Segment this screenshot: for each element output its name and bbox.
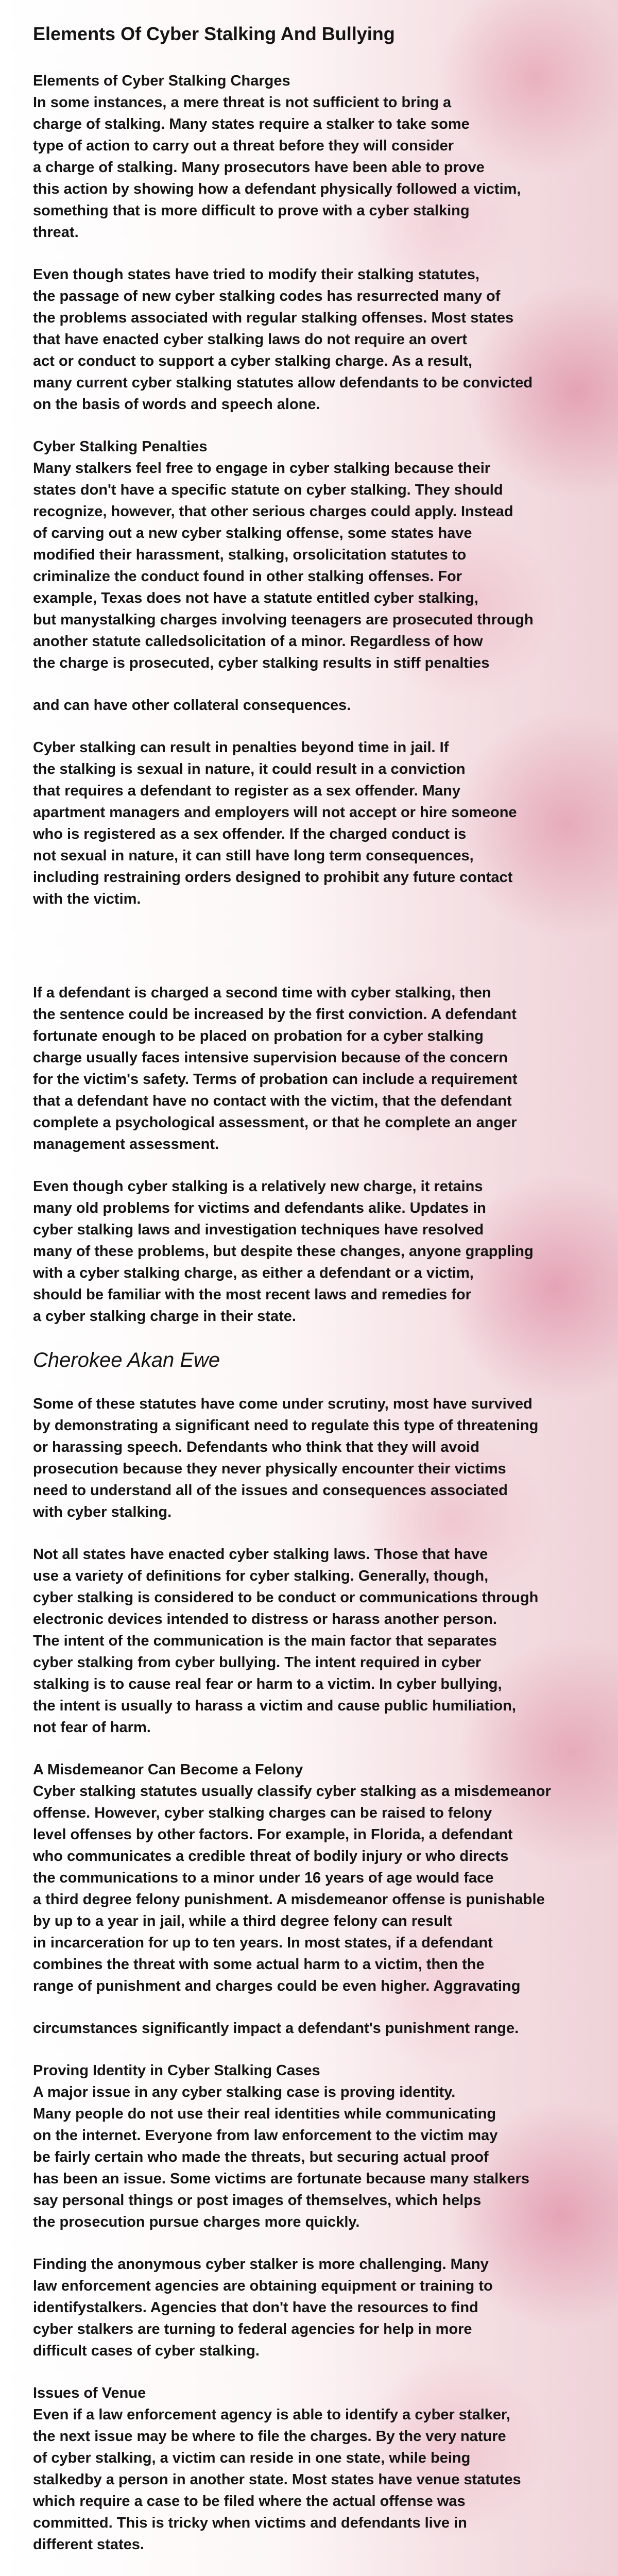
poem-paragraph: Issues of Venue Even if a law enforcement agency is able to identify a cyber stalker, the next issue may be where to file the charges. By the very nature of cyber stalking, a victim can reside in one state, while being stalkedby a person in another state. Most states have venue statutes which require a case to be filed where the actual offense was committed. This is tricky when victims and defendants live in different states. <box>33 2385 521 2553</box>
poem-author: Cherokee Akan Ewe <box>33 1349 220 1371</box>
poem-paragraph: Elements of Cyber Stalking Charges In some instances, a mere threat is not sufficient to bring a charge of stalking. Many states require a stalker to take some type of action to carry out a threat before they will consider a charge of stalking. Many prosecutors have been able to prove this action by showing how a defendant physically followed a victim, something that is more difficult to prove with a cyber stalking threat. <box>33 73 521 241</box>
poem-paragraph: Even though cyber stalking is a relatively new charge, it retains many old problems for victims and defendants alike. Updates in cyber stalking laws and investigation techniques have resolved many of these problems, but despite these changes, anyone grappling with a cyber stalking charge, as either a defendant or a victim, should be familiar with the most recent laws and remedies for a cyber stalking charge in their state. <box>33 1178 534 1325</box>
poem-content <box>33 23 584 2576</box>
poem-paragraph: Cyber Stalking Penalties Many stalkers feel free to engage in cyber stalking because their states don't have a specific statute on cyber stalking. They should recognize, however, that other serious charges could apply. Instead of carving out a new cyber stalking offense, some states have modified their harassment, stalking, orsolicitation statutes to criminalize the conduct found in other stalking offenses. For example, Texas does not have a statute entitled cyber stalking, but manystalking charges involving teenagers are prosecuted through another statute calledsolicitation of a minor. Regardless of how the charge is prosecuted, cyber stalking results in stiff penalties <box>33 438 534 671</box>
poem-paragraph: Finding the anonymous cyber stalker is more challenging. Many law enforcement agencies are obtaining equipment or training to identifystalkers. Agencies that don't have the resources to find cyber stalkers are turning to federal agencies for help in more difficult cases of cyber stalking. <box>33 2256 493 2359</box>
poem-paragraph: Even though states have tried to modify their stalking statutes, the passage of new cyber stalking codes has resurrected many of the problems associated with regular stalking offenses. Most states that have enacted cyber stalking laws do not require an overt act or conduct to support a cyber stalking charge. As a result, many current cyber stalking statutes allow defendants to be convicted on the basis of words and speech alone. <box>33 266 533 413</box>
poem-paragraph: A Misdemeanor Can Become a Felony Cyber stalking statutes usually classify cyber stalking as a misdemeanor offense. However, cyber stalking charges can be raised to felony level offenses by other factors. For example, in Florida, a defendant who communicates a credible threat of bodily injury or who directs the communications to a minor under 16 years of age would face a third degree felony punishment. A misdemeanor offense is punishable by up to a year in jail, while a third degree felony can result in incarceration for up to ten years. In most states, if a defendant combines the threat with some actual harm to a victim, then the range of punishment and charges could be even higher. Aggravating <box>33 1761 551 1994</box>
poem-paragraph: and can have other collateral consequences. <box>33 697 351 714</box>
poem-paragraph: Proving Identity in Cyber Stalking Cases A major issue in any cyber stalking case is proving identity. Many people do not use their real identities while communicating on the internet. Everyone from law enforcement to the victim may be fairly certain who made the threats, but securing actual proof has been an issue. Some victims are fortunate because many stalkers say personal things or post images of themselves, which helps the prosecution pursue charges more quickly. <box>33 2062 529 2230</box>
poem-paragraph: circumstances significantly impact a defendant's punishment range. <box>33 2020 519 2037</box>
poem-paragraph: If a defendant is charged a second time with cyber stalking, then the sentence could be increased by the first conviction. A defendant fortunate enough to be placed on probation for a cyber stalking charge usually faces intensive supervision because of the concern for the victim's safety. Terms of probation can include a requirement that a defendant have no contact with the victim, that the defendant complete a psychological assessment, or that he complete an anger management assessment. <box>33 985 518 1153</box>
poem-paragraph: Not all states have enacted cyber stalking laws. Those that have use a variety of definitions for cyber stalking. Generally, though, cyber stalking is considered to be conduct or communications through electronic devices intended to distress or harass another person. The intent of the communication is the main factor that separates cyber stalking from cyber bullying. The intent required in cyber stalking is to cause real fear or harm to a victim. In cyber bullying, the intent is usually to harass a victim and cause public humiliation, not fear of harm. <box>33 1546 539 1736</box>
poem-paragraph: Some of these statutes have come under scrutiny, most have survived by demonstrating a significant need to regulate this type of threatening or harassing speech. Defendants who think that they will avoid prosecution because they never physically encounter their victims need to understand all of the issues and consequences associated with cyber stalking. <box>33 1396 539 1520</box>
poem-title: Elements Of Cyber Stalking And Bullying <box>33 23 395 44</box>
poem-paragraph: Cyber stalking can result in penalties beyond time in jail. If the stalking is sexual in nature, it could result in a conviction that requires a defendant to register as a sex offender. Many apartment managers and employers will not accept or hire someone who is registered as a sex offender. If the charged conduct is not sexual in nature, it can still have long term consequences, including restraining orders designed to prohibit any future contact with the victim. <box>33 739 517 907</box>
